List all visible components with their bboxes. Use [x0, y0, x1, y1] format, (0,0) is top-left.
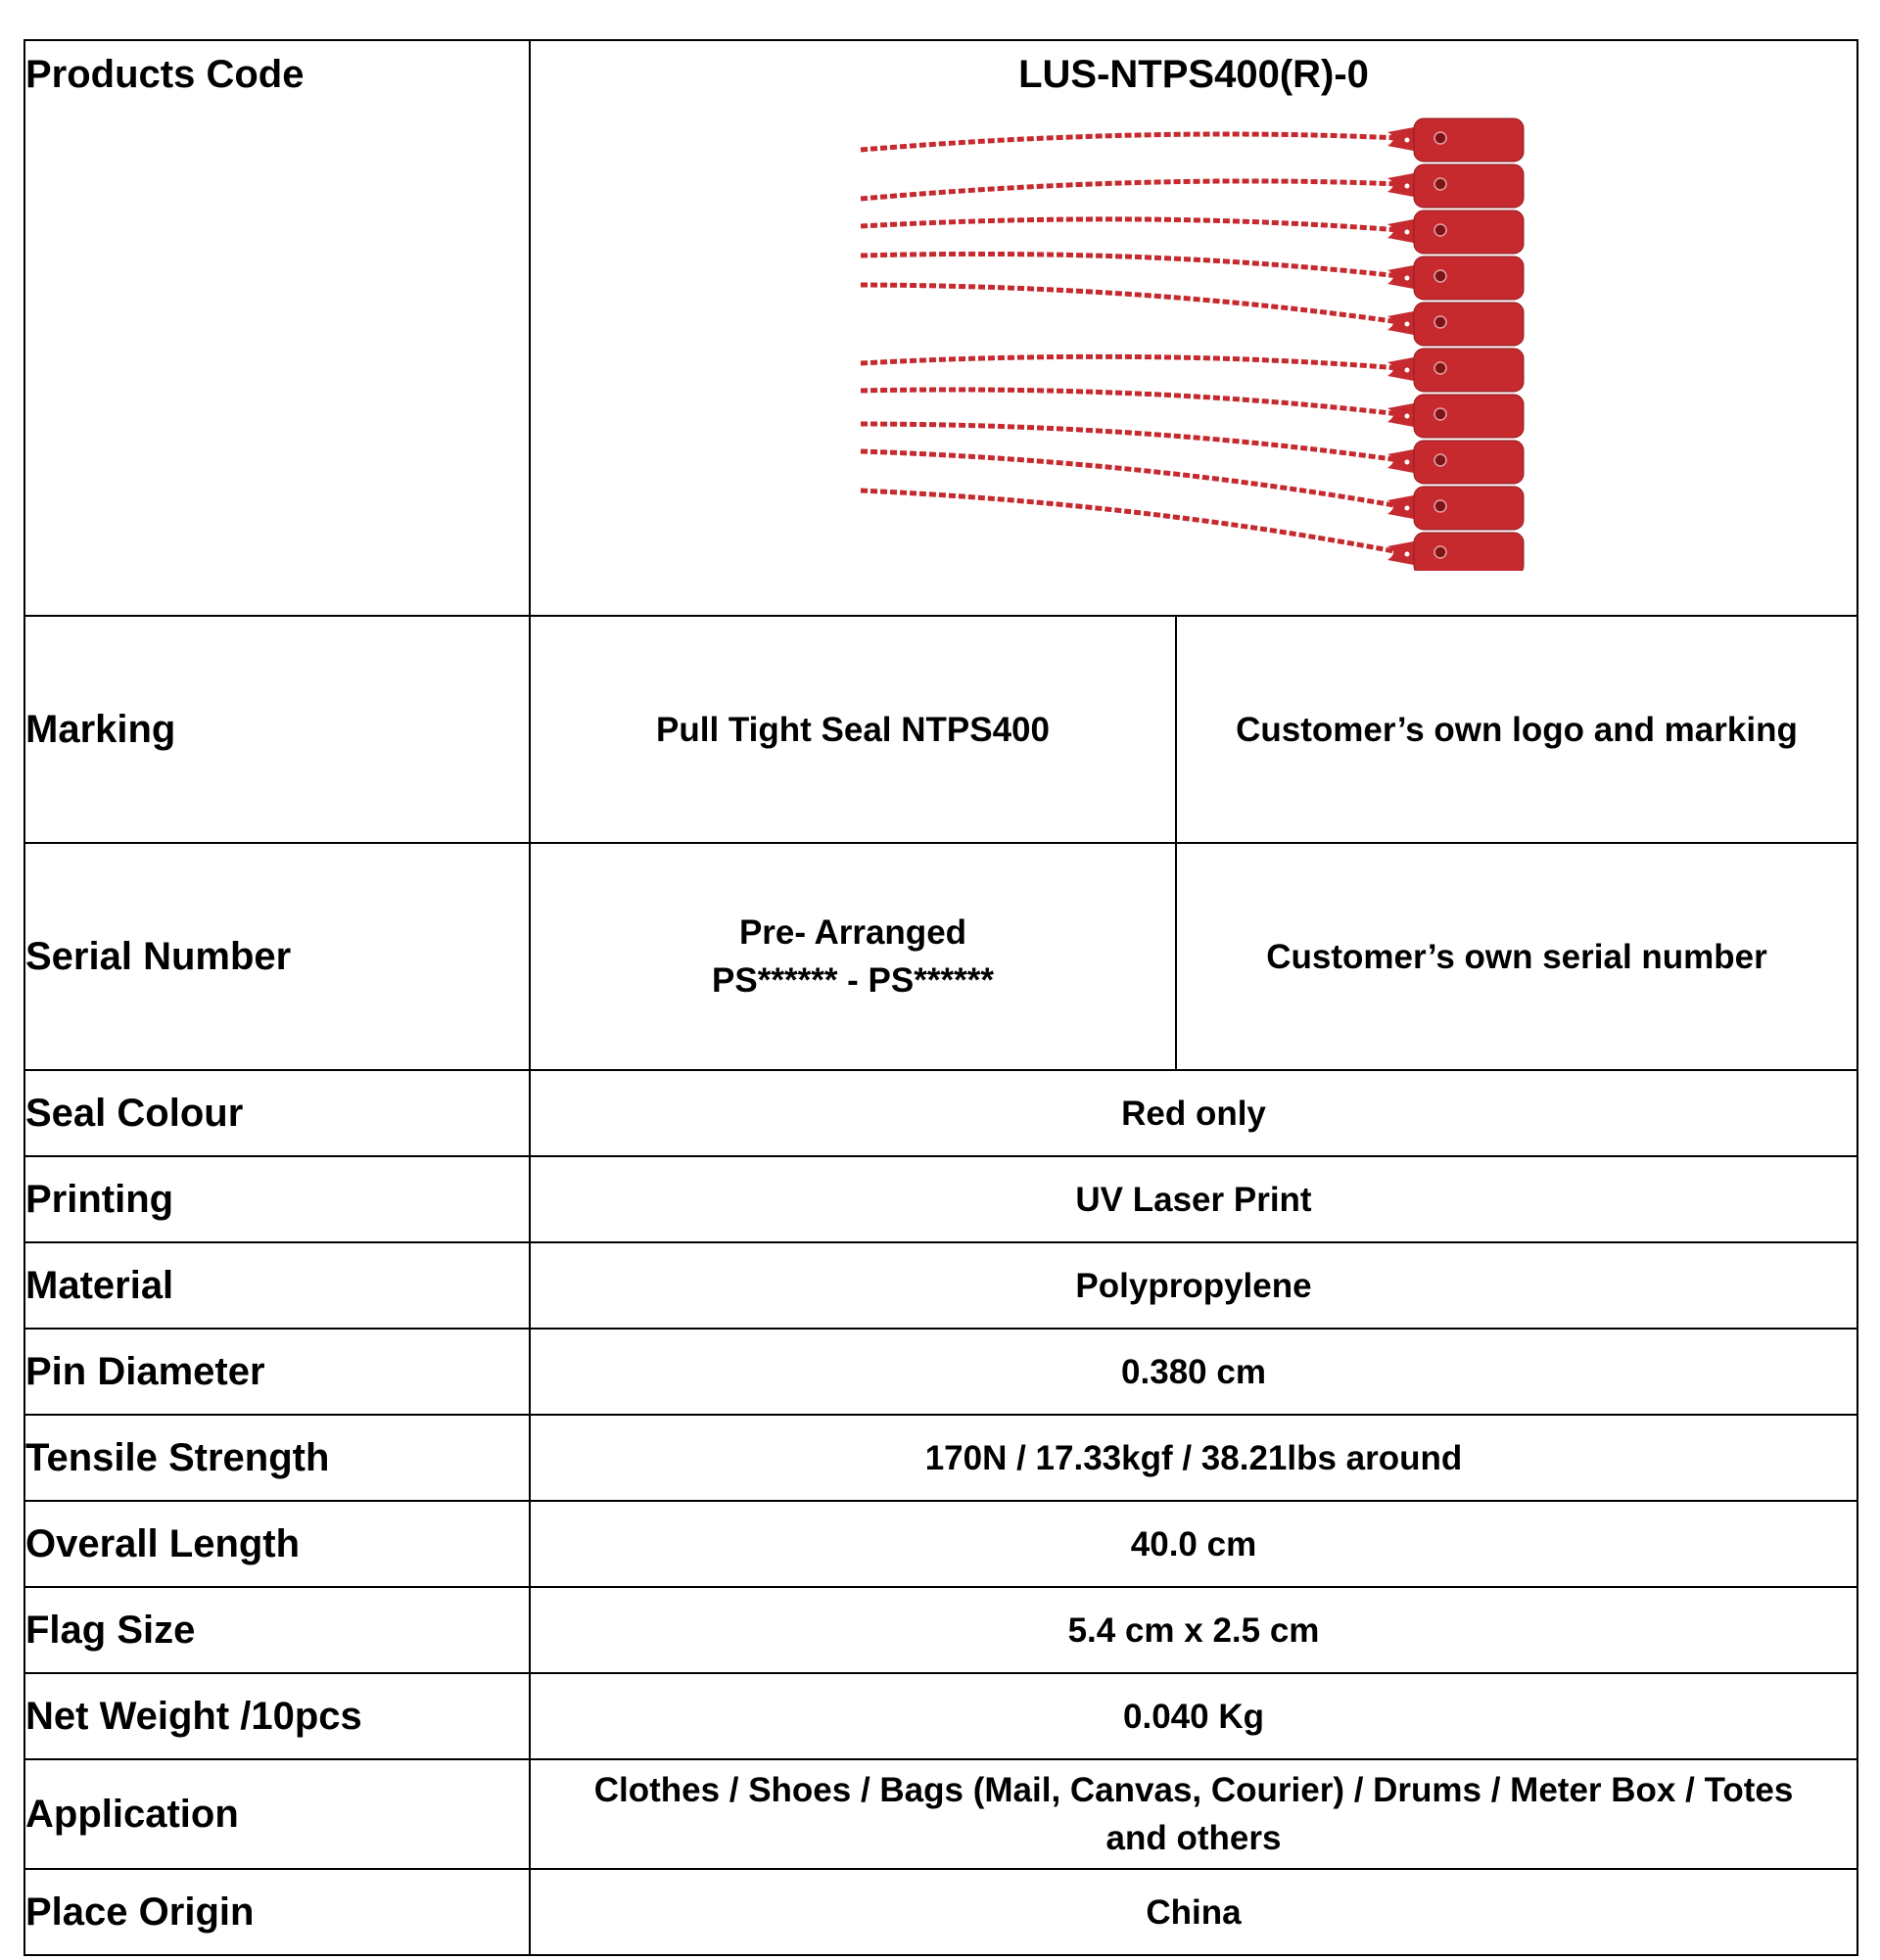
spec-label: Overall Length [24, 1501, 530, 1587]
application-row [24, 1759, 1857, 1869]
spec-row [24, 1242, 1857, 1329]
spec-row [24, 1415, 1857, 1501]
pull-seal [861, 118, 1524, 162]
application-line2: and others [1105, 1819, 1282, 1857]
application-line1: Clothes / Shoes / Bags (Mail, Canvas, Courier) / Drums / Meter Box / Totes [593, 1771, 1794, 1809]
marking-custom: Customer’s own logo and marking [1176, 616, 1857, 843]
marking-label: Marking [24, 616, 530, 843]
pull-seal [861, 349, 1524, 392]
place-origin-value: China [530, 1869, 1857, 1955]
spec-value: UV Laser Print [530, 1156, 1857, 1242]
serial-standard-line1: Pre- Arranged [738, 913, 967, 952]
spec-row [24, 1070, 1857, 1156]
spec-value: 0.380 cm [530, 1329, 1857, 1415]
spec-label: Flag Size [24, 1587, 530, 1673]
spec-value: 0.040 Kg [530, 1673, 1857, 1759]
serial-standard-line2: PS****** - PS****** [712, 961, 994, 1000]
spec-label: Seal Colour [24, 1070, 530, 1156]
spec-value: 40.0 cm [530, 1501, 1857, 1587]
serial-number-custom: Customer’s own serial number [1176, 843, 1857, 1070]
spec-label: Printing [24, 1156, 530, 1242]
serial-number-row [24, 843, 1857, 1070]
marking-row [24, 616, 1857, 843]
spec-row [24, 1156, 1857, 1242]
application-value [530, 1759, 1857, 1869]
serial-number-standard [530, 843, 1176, 1070]
spec-label: Material [24, 1242, 530, 1329]
spec-value: Red only [530, 1070, 1857, 1156]
spec-value: Polypropylene [530, 1242, 1857, 1329]
spec-row [24, 1587, 1857, 1673]
products-code-row [24, 40, 1857, 616]
spec-row [24, 1501, 1857, 1587]
pull-seal [861, 390, 1524, 438]
spec-value: 5.4 cm x 2.5 cm [530, 1587, 1857, 1673]
spec-value: 170N / 17.33kgf / 38.21lbs around [530, 1415, 1857, 1501]
spec-table [24, 39, 1858, 1956]
products-code-label: Products Code [24, 40, 530, 616]
seal-bundle-image [851, 101, 1536, 571]
pull-seal [861, 164, 1524, 208]
marking-standard: Pull Tight Seal NTPS400 [530, 616, 1176, 843]
place-origin-row [24, 1869, 1857, 1955]
pull-seal [861, 254, 1524, 300]
products-code-cell [530, 40, 1857, 616]
spec-label: Pin Diameter [24, 1329, 530, 1415]
application-label: Application [24, 1759, 530, 1869]
spec-label: Net Weight /10pcs [24, 1673, 530, 1759]
place-origin-label: Place Origin [24, 1869, 530, 1955]
spec-label: Tensile Strength [24, 1415, 530, 1501]
serial-number-label: Serial Number [24, 843, 530, 1070]
spec-row [24, 1329, 1857, 1415]
product-code-value: LUS-NTPS400(R)-0 [1018, 53, 1369, 96]
spec-row [24, 1673, 1857, 1759]
pull-seal [861, 210, 1524, 254]
